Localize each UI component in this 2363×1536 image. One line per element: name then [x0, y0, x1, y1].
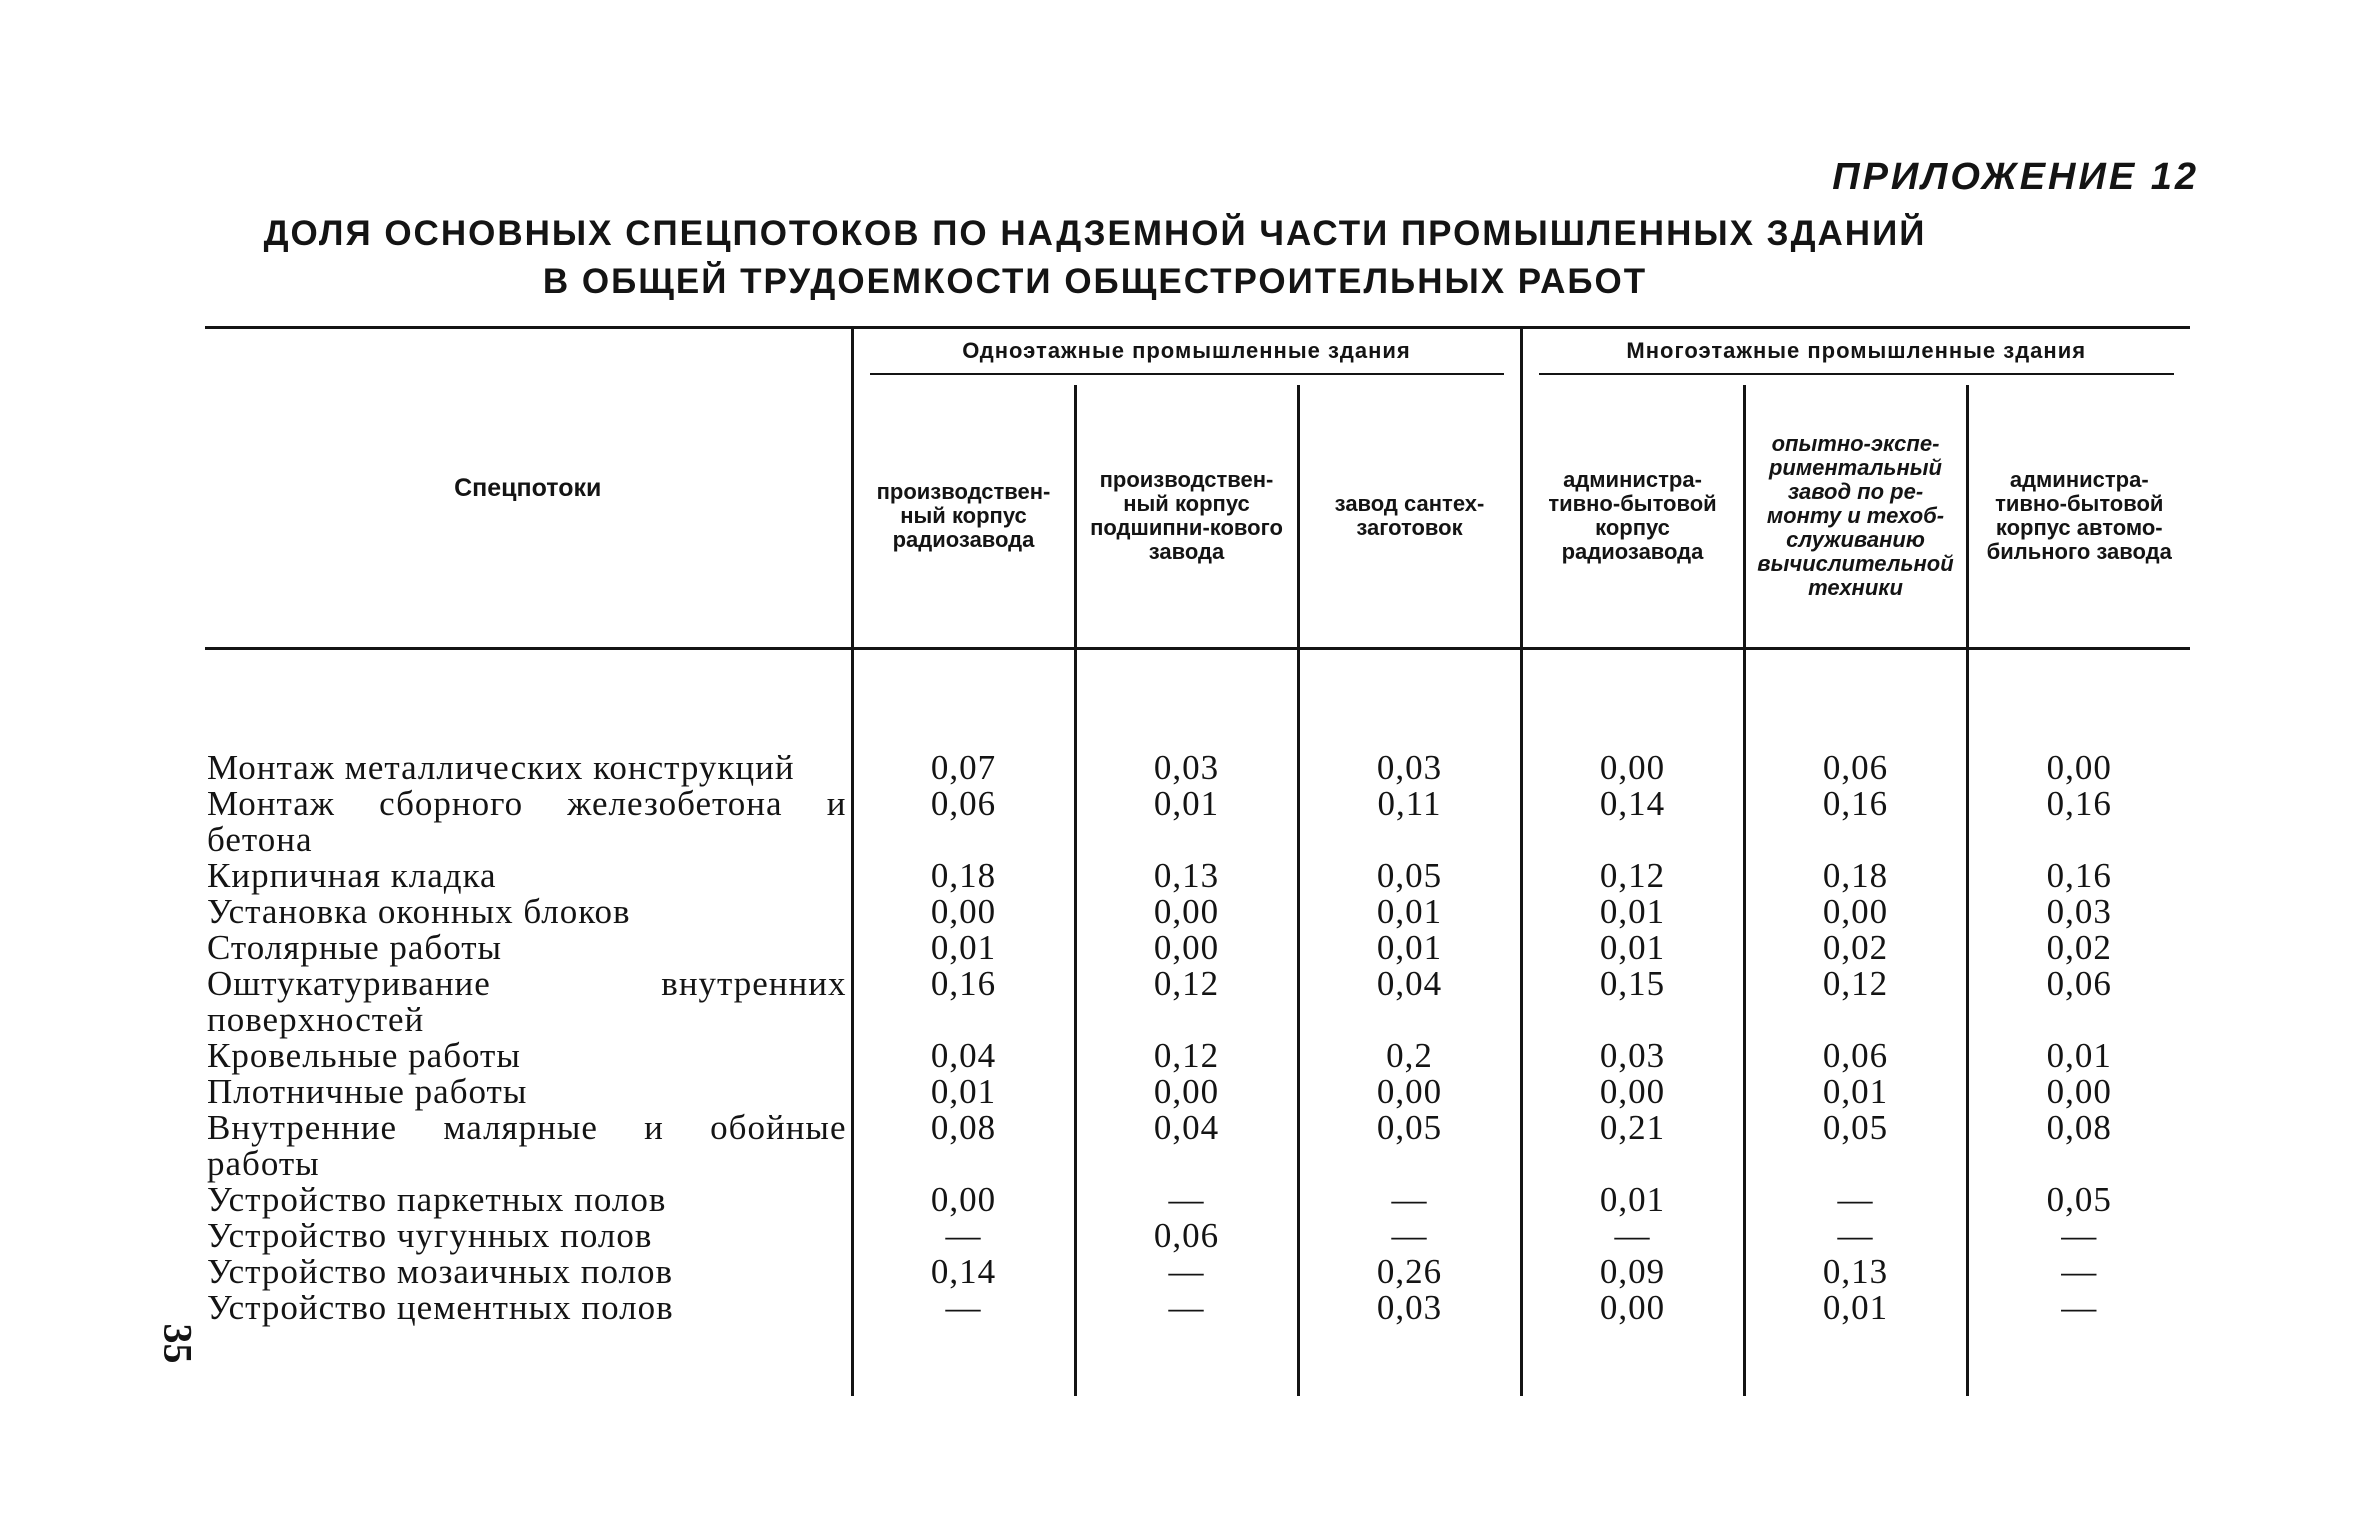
cell-value: 0,01	[1298, 930, 1521, 966]
table-row	[205, 1074, 2190, 1110]
cell-value: 0,01	[1521, 894, 1744, 930]
cell-value: 0,03	[1298, 1290, 1521, 1326]
cell-value: 0,01	[1521, 930, 1744, 966]
cell-value: —	[1521, 1218, 1744, 1254]
tail-row	[205, 1326, 2190, 1396]
cell-value: 0,26	[1298, 1254, 1521, 1290]
cell-value: 0,00	[852, 894, 1075, 930]
cell-value: 0,05	[1967, 1182, 2190, 1218]
cell-value: 0,00	[1075, 1074, 1298, 1110]
column-header: администра-тивно-бытовой корпус радиозавода	[1521, 385, 1744, 649]
cell-value: 0,06	[1967, 966, 2190, 1038]
cell-value: —	[1075, 1182, 1298, 1218]
cell-value: 0,16	[1967, 858, 2190, 894]
table-row	[205, 1290, 2190, 1326]
table-row	[205, 1038, 2190, 1074]
cell-value: 0,00	[1075, 930, 1298, 966]
cell-value: —	[1075, 1290, 1298, 1326]
cell-value: —	[852, 1290, 1075, 1326]
table-row	[205, 894, 2190, 930]
cell-value: —	[1298, 1182, 1521, 1218]
cell-value: 0,03	[1967, 894, 2190, 930]
cell-value: 0,14	[852, 1254, 1075, 1290]
cell-value: 0,04	[1075, 1110, 1298, 1182]
column-header: производствен-ный корпус подшипни-кового завода	[1075, 385, 1298, 649]
table-row	[205, 858, 2190, 894]
cell-value: —	[1967, 1218, 2190, 1254]
table-row	[205, 1218, 2190, 1254]
column-header: опытно-экспе-риментальный завод по ре-монту и техоб-служиванию вычислительной техники	[1744, 385, 1967, 649]
table-row	[205, 786, 2190, 858]
cell-value: 0,01	[1967, 1038, 2190, 1074]
cell-value: 0,08	[852, 1110, 1075, 1182]
cell-value: 0,03	[1521, 1038, 1744, 1074]
cell-value: 0,01	[1744, 1074, 1967, 1110]
cell-value: 0,06	[1744, 750, 1967, 786]
cell-value: 0,12	[1744, 966, 1967, 1038]
cell-value: —	[1744, 1182, 1967, 1218]
cell-value: 0,01	[852, 1074, 1075, 1110]
cell-value: 0,01	[852, 930, 1075, 966]
column-header: администра-тивно-бытовой корпус автомо-бильного завода	[1967, 385, 2190, 649]
cell-value: 0,13	[1075, 858, 1298, 894]
group-header-single-storey	[852, 328, 1521, 386]
appendix-label: ПРИЛОЖЕНИЕ 12	[1832, 156, 2199, 198]
cell-value: 0,04	[852, 1038, 1075, 1074]
table-row	[205, 750, 2190, 786]
labor-share-table	[205, 326, 2190, 1396]
cell-value: 0,16	[1744, 786, 1967, 858]
cell-value: —	[1967, 1254, 2190, 1290]
row-label: Устройство мозаичных полов	[207, 1252, 674, 1291]
page-title	[205, 210, 1985, 306]
cell-value: 0,00	[1967, 1074, 2190, 1110]
row-label: Плотничные работы	[207, 1072, 528, 1111]
cell-value: 0,08	[1967, 1110, 2190, 1182]
cell-value: 0,14	[1521, 786, 1744, 858]
cell-value: 0,00	[1744, 894, 1967, 930]
cell-value: —	[1075, 1254, 1298, 1290]
cell-value: 0,00	[1075, 894, 1298, 930]
table-row	[205, 1254, 2190, 1290]
cell-value: 0,06	[1744, 1038, 1967, 1074]
cell-value: 0,00	[1521, 750, 1744, 786]
cell-value: 0,00	[852, 1182, 1075, 1218]
cell-value: 0,00	[1521, 1290, 1744, 1326]
cell-value: 0,16	[1967, 786, 2190, 858]
cell-value: 0,01	[1075, 786, 1298, 858]
cell-value: 0,18	[1744, 858, 1967, 894]
cell-value: 0,04	[1298, 966, 1521, 1038]
row-label: Внутренние малярные и обойные работы	[207, 1108, 847, 1183]
cell-value: —	[1744, 1218, 1967, 1254]
cell-value: 0,05	[1298, 1110, 1521, 1182]
table-row	[205, 966, 2190, 1038]
cell-value: 0,18	[852, 858, 1075, 894]
cell-value: 0,02	[1967, 930, 2190, 966]
row-label: Оштукатуривание внутренних поверхностей	[207, 964, 847, 1039]
row-label: Столярные работы	[207, 928, 503, 967]
cell-value: 0,05	[1744, 1110, 1967, 1182]
row-label: Кровельные работы	[207, 1036, 521, 1075]
row-label: Установка оконных блоков	[207, 892, 631, 931]
cell-value: —	[1298, 1218, 1521, 1254]
cell-value: 0,15	[1521, 966, 1744, 1038]
title-line-2: В ОБЩЕЙ ТРУДОЕМКОСТИ ОБЩЕСТРОИТЕЛЬНЫХ РАБОТ	[542, 262, 1648, 301]
cell-value: 0,01	[1744, 1290, 1967, 1326]
title-line-1: ДОЛЯ ОСНОВНЫХ СПЕЦПОТОКОВ ПО НАДЗЕМНОЙ ЧАСТИ ПРОМЫШЛЕННЫХ ЗДАНИЙ	[263, 214, 1927, 253]
cell-value: 0,03	[1298, 750, 1521, 786]
table-row	[205, 930, 2190, 966]
row-label: Монтаж сборного железобетона и бетона	[207, 784, 847, 859]
cell-value: 0,00	[1521, 1074, 1744, 1110]
cell-value: 0,05	[1298, 858, 1521, 894]
table-row	[205, 1110, 2190, 1182]
row-label: Устройство цементных полов	[207, 1288, 674, 1327]
cell-value: —	[1967, 1290, 2190, 1326]
row-label: Устройство чугунных полов	[207, 1216, 653, 1255]
cell-value: 0,00	[1298, 1074, 1521, 1110]
row-header: Спецпотоки	[205, 328, 852, 649]
cell-value: 0,21	[1521, 1110, 1744, 1182]
cell-value: 0,02	[1744, 930, 1967, 966]
row-label: Монтаж металлических конструкций	[207, 748, 795, 787]
page-number: 35	[155, 1323, 201, 1364]
group-header-single-storey-label: Одноэтажные промышленные здания	[870, 339, 1504, 375]
table-row	[205, 1182, 2190, 1218]
cell-value: 0,13	[1744, 1254, 1967, 1290]
cell-value: 0,2	[1298, 1038, 1521, 1074]
cell-value: 0,01	[1521, 1182, 1744, 1218]
row-label: Устройство паркетных полов	[207, 1180, 667, 1219]
cell-value: 0,01	[1298, 894, 1521, 930]
cell-value: 0,06	[852, 786, 1075, 858]
cell-value: 0,06	[1075, 1218, 1298, 1254]
group-header-multi-storey-label: Многоэтажные промышленные здания	[1539, 339, 2175, 375]
column-header: завод сантех-заготовок	[1298, 385, 1521, 649]
cell-value: 0,16	[852, 966, 1075, 1038]
cell-value: 0,11	[1298, 786, 1521, 858]
cell-value: 0,12	[1075, 966, 1298, 1038]
cell-value: 0,03	[1075, 750, 1298, 786]
cell-value: 0,12	[1521, 858, 1744, 894]
spacer-row	[205, 649, 2190, 751]
cell-value: 0,00	[1967, 750, 2190, 786]
cell-value: 0,07	[852, 750, 1075, 786]
cell-value: —	[852, 1218, 1075, 1254]
cell-value: 0,09	[1521, 1254, 1744, 1290]
cell-value: 0,12	[1075, 1038, 1298, 1074]
group-header-multi-storey	[1521, 328, 2190, 386]
row-label: Кирпичная кладка	[207, 856, 497, 895]
column-header: производствен-ный корпус радиозавода	[852, 385, 1075, 649]
